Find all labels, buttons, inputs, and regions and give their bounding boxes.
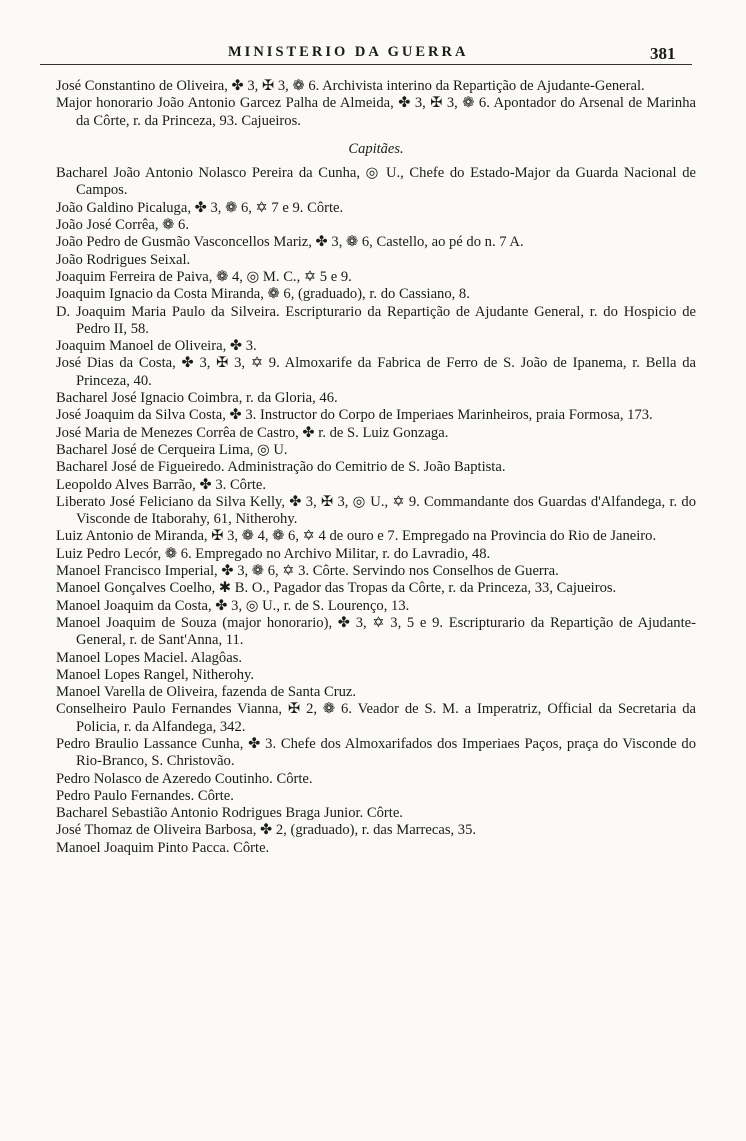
list-item: Major honorario João Antonio Garcez Palha de Almeida, ✤ 3, ✠ 3, ❁ 6. Apontador do Arsenal de Marinha da Côrte, r. da Princeza, 93. Cajueiros.: [56, 95, 696, 129]
list-item: Bacharel José de Cerqueira Lima, ◎ U.: [56, 441, 288, 458]
list-item: D. Joaquim Maria Paulo da Silveira. Escripturario da Repartição de Ajudante General, r. do Hospicio de Pedro II, 58.: [56, 303, 696, 337]
list-item: João Rodrigues Seixal.: [56, 251, 191, 268]
list-item: João Galdino Picaluga, ✤ 3, ❁ 6, ✡ 7 e 9. Côrte.: [56, 199, 344, 216]
list-item: Leopoldo Alves Barrão, ✤ 3. Côrte.: [56, 476, 267, 493]
header-rule: [40, 64, 692, 65]
list-item: Manoel Joaquim da Costa, ✤ 3, ◎ U., r. de S. Lourenço, 13.: [56, 597, 410, 614]
list-item: Bacharel José Ignacio Coimbra, r. da Gloria, 46.: [56, 390, 338, 407]
list-item: José Dias da Costa, ✤ 3, ✠ 3, ✡ 9. Almoxarife da Fabrica de Ferro de S. João de Ipanema, r. Bella da Princeza, 40.: [56, 355, 696, 389]
section-heading: Capitães.: [348, 140, 404, 157]
list-item: Pedro Nolasco de Azeredo Coutinho. Côrte.: [56, 770, 313, 787]
list-item: Conselheiro Paulo Fernandes Vianna, ✠ 2, ❁ 6. Veador de S. M. a Imperatriz, Official da Secretaria da Policia, r. da Alfandega, 342.: [56, 701, 696, 735]
list-item: José Thomaz de Oliveira Barbosa, ✤ 2, (graduado), r. das Marrecas, 35.: [56, 822, 477, 839]
list-item: Pedro Paulo Fernandes. Côrte.: [56, 787, 234, 804]
list-item: Manoel Gonçalves Coelho, ✱ B. O., Pagador das Tropas da Côrte, r. da Princeza, 33, Cajueiros.: [56, 580, 617, 597]
list-item: Bacharel João Antonio Nolasco Pereira da Cunha, ◎ U., Chefe do Estado-Major da Guarda Nacional de Campos.: [56, 165, 696, 199]
list-item: Joaquim Manoel de Oliveira, ✤ 3.: [56, 338, 257, 355]
list-item: Manoel Joaquim de Souza (major honorario), ✤ 3, ✡ 3, 5 e 9. Escripturario da Repartição de Ajudante-General, r. de Sant'Anna, 11.: [56, 614, 696, 649]
list-item: Manoel Lopes Rangel, Nitherohy.: [56, 666, 255, 683]
running-head: [0, 44, 746, 70]
list-item: Manoel Francisco Imperial, ✤ 3, ❁ 6, ✡ 3. Côrte. Servindo nos Conselhos de Guerra.: [56, 563, 559, 580]
list-item: Liberato José Feliciano da Silva Kelly, ✤ 3, ✠ 3, ◎ U., ✡ 9. Commandante dos Guardas d'Alfandega, r. do Visconde de Itaborahy, 61, Nitherohy.: [56, 493, 696, 528]
list-item: Manoel Varella de Oliveira, fazenda de Santa Cruz.: [56, 684, 356, 701]
list-item: Luiz Antonio de Miranda, ✠ 3, ❁ 4, ❁ 6, ✡ 4 de ouro e 7. Empregado na Provincia do Rio de Janeiro.: [56, 528, 657, 545]
list-item: José Joaquim da Silva Costa, ✤ 3. Instructor do Corpo de Imperiaes Marinheiros, praia Formosa, 173.: [56, 407, 653, 424]
list-item: Bacharel José de Figueiredo. Administração do Cemitrio de S. João Baptista.: [56, 459, 506, 476]
list-item: Manoel Lopes Maciel. Alagôas.: [56, 649, 243, 666]
page-number: 381: [650, 44, 676, 63]
list-item: Pedro Braulio Lassance Cunha, ✤ 3. Chefe dos Almoxarifados dos Imperiaes Paços, praça do Visconde do Rio-Branco, S. Christovão.: [56, 735, 696, 770]
running-title: MINISTERIO DA GUERRA: [228, 44, 469, 60]
list-item: João José Corrêa, ❁ 6.: [56, 217, 190, 234]
list-item: Joaquim Ignacio da Costa Miranda, ❁ 6, (graduado), r. do Cassiano, 8.: [56, 286, 470, 303]
list-item: Bacharel Sebastião Antonio Rodrigues Braga Junior. Côrte.: [56, 805, 403, 822]
list-item: João Pedro de Gusmão Vasconcellos Mariz, ✤ 3, ❁ 6, Castello, ao pé do n. 7 A.: [56, 234, 524, 251]
list-item: Luiz Pedro Lecór, ❁ 6. Empregado no Archivo Militar, r. do Lavradio, 48.: [56, 545, 491, 562]
list-item: José Constantino de Oliveira, ✤ 3, ✠ 3, ❁ 6. Archivista interino da Repartição de Ajudante-General.: [56, 78, 645, 94]
list-item: Joaquim Ferreira de Paiva, ❁ 4, ◎ M. C., ✡ 5 e 9.: [56, 268, 352, 285]
list-item: Manoel Joaquim Pinto Pacca. Côrte.: [56, 839, 270, 856]
list-item: José Maria de Menezes Corrêa de Castro, ✤ r. de S. Luiz Gonzaga.: [56, 424, 449, 441]
entry-list: [56, 78, 696, 857]
